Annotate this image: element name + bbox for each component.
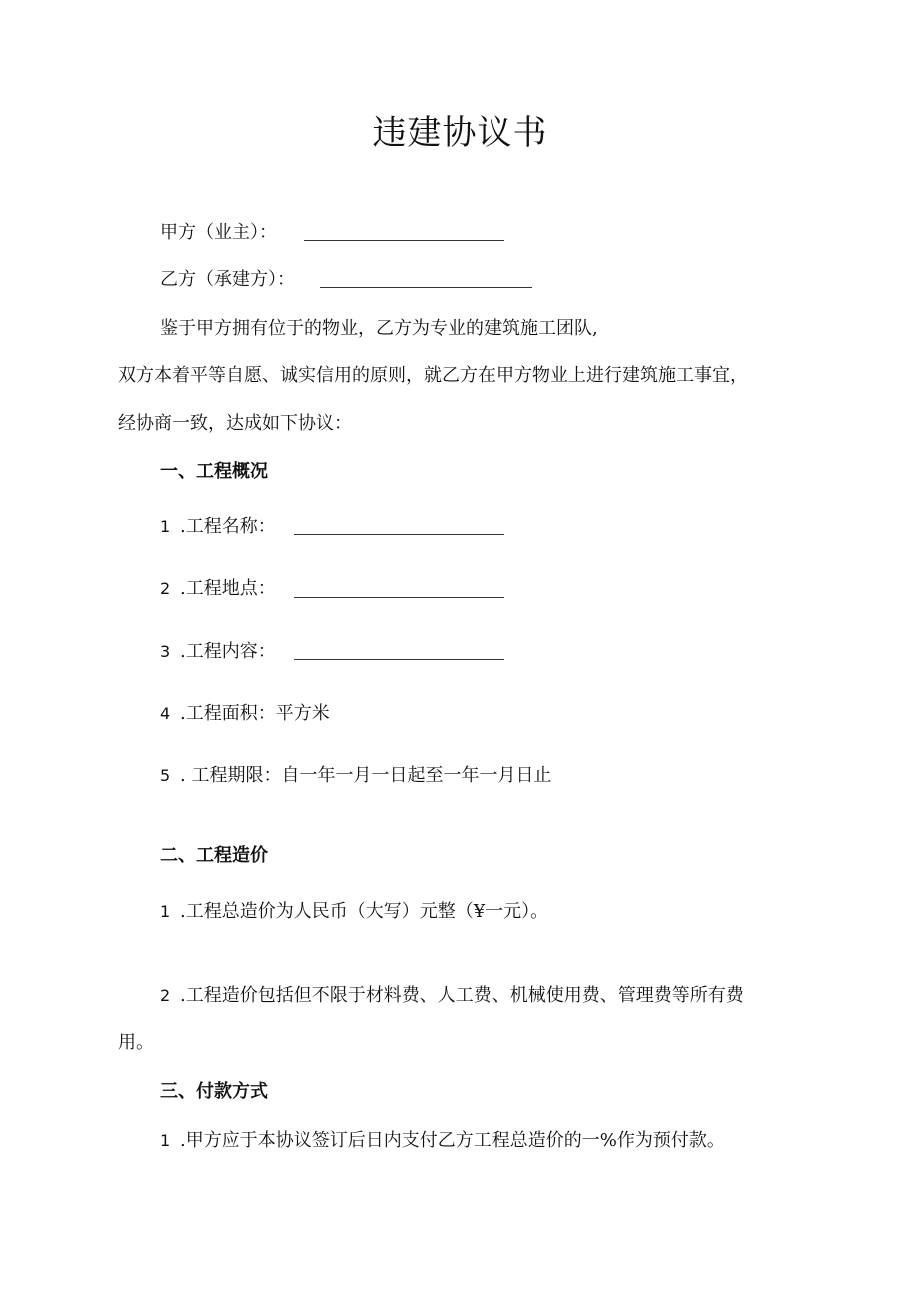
item-number: 1 xyxy=(160,517,171,536)
item-number: 2 xyxy=(160,579,171,598)
project-name-blank[interactable] xyxy=(294,534,504,535)
section-1-item-4 xyxy=(160,705,330,723)
section-2-title: 二、工程造价 xyxy=(160,845,268,866)
item-number: 4 xyxy=(160,704,171,723)
section-1-item-3 xyxy=(160,643,276,661)
project-location-blank[interactable] xyxy=(294,597,504,598)
intro-line-2: 双方本着平等自愿、诚实信用的原则，就乙方在甲方物业上进行建筑施工事宜， xyxy=(118,365,748,386)
item-text: .工程内容： xyxy=(180,641,276,662)
item-number: 2 xyxy=(160,986,171,1005)
item-text: .工程地点： xyxy=(180,578,276,599)
section-2-item-1 xyxy=(160,903,548,921)
item-number: 1 xyxy=(160,902,171,921)
document-title: 违建协议书 xyxy=(372,113,548,153)
section-1-item-2 xyxy=(160,580,276,598)
item-number: 5 xyxy=(160,766,171,785)
section-3-title: 三、付款方式 xyxy=(160,1081,268,1102)
item-text: .工程名称： xyxy=(180,516,276,537)
party-b-label: 乙方（承建方）： xyxy=(160,269,295,290)
item-number: 1 xyxy=(160,1131,171,1150)
intro-line-3: 经协商一致，达成如下协议： xyxy=(118,413,352,434)
item-text: .工程面积：平方米 xyxy=(180,703,330,724)
section-3-item-1 xyxy=(160,1132,725,1150)
item-text: . 工程期限：自一年一月一日起至一年一月日止 xyxy=(180,765,552,786)
project-content-blank[interactable] xyxy=(294,659,504,660)
party-a-blank[interactable] xyxy=(304,240,504,241)
item-text: .工程造价包括但不限于材料费、人工费、机械使用费、管理费等所有费 xyxy=(180,985,744,1006)
section-2-item-2 xyxy=(160,987,744,1005)
section-1-item-1 xyxy=(160,518,276,536)
party-a-label: 甲方（业主）： xyxy=(160,222,277,243)
item-text: .工程总造价为人民币（大写）元整（¥一元）。 xyxy=(180,901,549,922)
section-1-title: 一、工程概况 xyxy=(160,461,268,482)
section-2-item-2-continuation: 用。 xyxy=(118,1032,154,1053)
item-number: 3 xyxy=(160,642,171,661)
section-1-item-5 xyxy=(160,767,551,785)
intro-line-1: 鉴于甲方拥有位于的物业，乙方为专业的建筑施工团队, xyxy=(160,318,598,339)
item-text: .甲方应于本协议签订后日内支付乙方工程总造价的一%作为预付款。 xyxy=(180,1130,725,1151)
party-b-blank[interactable] xyxy=(320,287,532,288)
